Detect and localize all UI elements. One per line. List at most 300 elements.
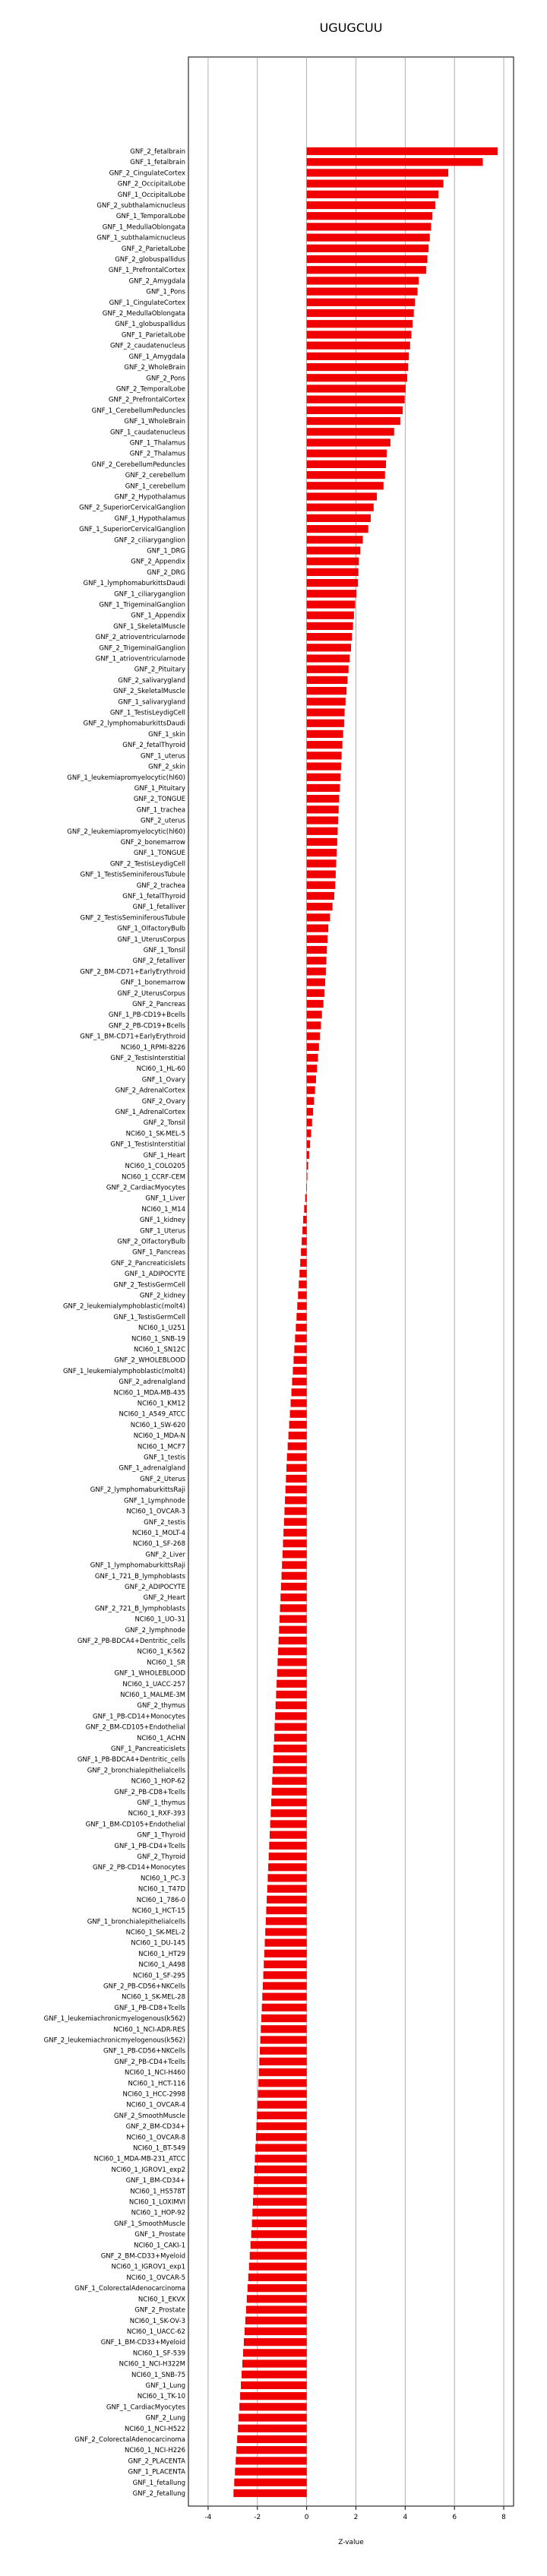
category-label: GNF_2_BM-CD33+Myeloid [100, 2252, 185, 2261]
category-label: GNF_2_PrefrontalCortex [108, 396, 185, 404]
category-label: NCI60_1_OVCAR-5 [126, 2274, 185, 2282]
category-label: NCI60_1_KM12 [137, 1400, 185, 1408]
category-label: NCI60_1_OVCAR-3 [126, 1508, 185, 1516]
bar [272, 1777, 306, 1785]
category-label: NCI60_1_SK-MEL-28 [122, 1993, 185, 2002]
category-label: GNF_1_PLACENTA [128, 2468, 185, 2476]
bar [300, 1259, 306, 1267]
bar [282, 1572, 307, 1580]
bar [307, 331, 412, 338]
category-label: GNF_1_OccipitalLobe [117, 191, 185, 199]
category-label: GNF_1_subthalamicnucleus [96, 234, 185, 242]
bar [280, 1593, 306, 1601]
bar [255, 2155, 307, 2163]
category-label: NCI60_1_SF-539 [132, 2350, 185, 2358]
bar [307, 957, 327, 964]
bar [307, 245, 429, 252]
category-label: GNF_1_bronchialepithelialcells [87, 1918, 185, 1926]
bar [307, 870, 336, 878]
category-label: NCI60_1_ACHN [137, 1734, 185, 1742]
category-label: GNF_2_Lung [145, 2414, 185, 2423]
bar [307, 741, 343, 748]
category-label: GNF_2_bonemarrow [120, 838, 185, 847]
x-tick-label: 8 [501, 2514, 506, 2521]
category-label: GNF_1_ColorectalAdenocarcinoma [74, 2285, 185, 2293]
category-label: NCI60_1_HOP-62 [131, 1777, 185, 1786]
bar [307, 590, 356, 597]
bar [258, 2090, 306, 2097]
category-label: GNF_1_kidney [139, 1217, 185, 1225]
category-label: GNF_2_subthalamicnucleus [96, 202, 185, 210]
category-label: GNF_1_PrefrontalCortex [108, 267, 185, 275]
category-label: GNF_1_Hypothalamus [114, 514, 185, 523]
bar [242, 2359, 307, 2367]
bar [307, 201, 435, 209]
bar [307, 978, 325, 986]
bar [280, 1604, 307, 1612]
category-label: GNF_1_lymphomaburkittsRaji [90, 1562, 185, 1570]
bar [277, 1658, 306, 1666]
category-label: GNF_2_PB-CD8+Tcells [114, 1788, 185, 1796]
bar [307, 967, 326, 975]
bar [307, 255, 428, 263]
bar [245, 2317, 307, 2324]
bar [274, 1723, 306, 1730]
category-label: GNF_1_PB-CD14+Monocytes [92, 1713, 185, 1721]
category-label: NCI60_1_HOP-92 [131, 2209, 185, 2217]
bar [247, 2295, 307, 2302]
bar [307, 342, 410, 350]
category-label: GNF_2_TONGUE [133, 796, 185, 804]
category-label: GNF_2_kidney [139, 1292, 185, 1300]
category-label: GNF_2_Pancreas [132, 1001, 185, 1009]
category-label: GNF_1_Pancreas [132, 1248, 185, 1257]
bar [307, 353, 409, 360]
bar [307, 471, 385, 479]
bar [284, 1518, 307, 1526]
bar [307, 795, 340, 802]
bar [307, 892, 334, 900]
bar [241, 2381, 307, 2389]
category-label: NCI60_1_RPMI-8226 [120, 1043, 185, 1052]
bar [252, 2209, 306, 2217]
bar [307, 859, 337, 867]
bar [237, 2435, 306, 2443]
category-label: GNF_2_BM-CD105+Endothelial [85, 1723, 185, 1732]
category-label: GNF_1_Amygdala [128, 353, 185, 361]
bar [307, 1108, 313, 1116]
bar [287, 1453, 307, 1460]
bar [254, 2176, 306, 2184]
category-label: NCI60_1_HS578T [130, 2188, 185, 2196]
bar [307, 147, 498, 155]
bar [272, 1788, 307, 1796]
category-label: GNF_2_fetalThyroid [122, 742, 185, 750]
bar [265, 1928, 306, 1935]
category-label: NCI60_1_SN12C [133, 1346, 185, 1354]
category-label: NCI60_1_SW-620 [130, 1421, 185, 1429]
category-label: GNF_2_BM-CD34+ [125, 2123, 185, 2131]
category-label: GNF_1_SmoothMuscle [114, 2220, 185, 2228]
bar [259, 2058, 306, 2065]
bar [307, 600, 356, 608]
category-label: GNF_1_skin [148, 730, 185, 739]
bar [307, 708, 345, 716]
category-label: NCI60_1_COLO205 [125, 1163, 185, 1171]
category-label: GNF_2_SuperiorCervicalGanglion [79, 504, 185, 512]
bar [249, 2263, 307, 2271]
bar [307, 363, 409, 371]
category-label: GNF_1_fetallung [132, 2479, 185, 2487]
bar [291, 1399, 307, 1407]
category-label: GNF_1_fetalliver [132, 903, 185, 912]
category-label: GNF_2_lymphomaburkittsDaudi [83, 720, 185, 728]
bar [307, 1000, 324, 1008]
bar [266, 1917, 307, 1925]
bar [269, 1853, 307, 1860]
bar [307, 385, 406, 392]
bar [245, 2328, 307, 2335]
category-label: NCI60_1_OVCAR-8 [126, 2134, 185, 2142]
category-label: GNF_2_PLACENTA [128, 2457, 185, 2466]
bar [307, 417, 400, 425]
bar [255, 2166, 307, 2173]
bar [304, 1205, 306, 1213]
category-label: GNF_2_PB-CD19+Bcells [108, 1022, 185, 1030]
bar [277, 1669, 307, 1676]
bar [273, 1766, 307, 1774]
bar [307, 277, 419, 284]
bar [274, 1755, 307, 1763]
bar [307, 687, 347, 695]
bar [307, 212, 432, 220]
category-label: NCI60_1_SR [147, 1659, 185, 1667]
category-label: GNF_1_leukemiachronicmyelogenous(k562) [43, 2015, 185, 2024]
category-label: GNF_1_testis [144, 1454, 185, 1462]
category-label: GNF_2_skin [148, 763, 185, 771]
category-label: GNF_2_DRG [147, 568, 185, 577]
category-label: GNF_2_ColorectalAdenocarcinoma [74, 2435, 185, 2444]
bar [289, 1421, 307, 1429]
category-label: GNF_1_WHOLEBLOOD [114, 1669, 185, 1678]
bar [239, 2403, 307, 2410]
bar [307, 1141, 311, 1148]
category-label: GNF_2_TestisLeydigCell [109, 860, 185, 869]
category-label: GNF_2_Heart [143, 1594, 185, 1603]
category-label: GNF_2_Ovary [141, 1097, 185, 1106]
bar [307, 450, 387, 457]
bar [285, 1496, 307, 1504]
category-label: GNF_2_ciliaryganglion [114, 536, 185, 545]
bar [296, 1324, 306, 1331]
category-label: GNF_2_SmoothMuscle [114, 2112, 185, 2120]
category-label: NCI60_1_HCT-15 [131, 1907, 185, 1916]
bar [256, 2122, 306, 2130]
category-label: NCI60_1_MDA-MB-231_ATCC [93, 2155, 185, 2163]
category-label: NCI60_1_K-562 [137, 1648, 185, 1657]
bar [307, 579, 358, 587]
bar [264, 1950, 307, 1957]
category-label: NCI60_1_HT29 [138, 1950, 185, 1958]
category-label: GNF_1_TemporalLobe [115, 213, 185, 221]
bar [307, 482, 384, 489]
category-label: GNF_1_TONGUE [133, 850, 185, 858]
bar [274, 1734, 307, 1742]
bar [244, 2338, 307, 2346]
category-label: NCI60_1_HL-60 [136, 1065, 185, 1074]
x-axis-label: Z-value [338, 2539, 364, 2546]
category-label: GNF_1_CardiacMyocytes [106, 2404, 185, 2412]
category-label: GNF_1_PB-CD56+NKCells [103, 2047, 185, 2055]
category-label: GNF_1_OlfactoryBulb [117, 925, 185, 933]
category-label: GNF_2_Thalamus [129, 450, 185, 458]
bar [302, 1237, 306, 1245]
category-label: NCI60_1_HCC-2998 [122, 2090, 185, 2099]
category-label: NCI60_1_SF-295 [132, 1972, 185, 1980]
category-label: GNF_1_WholeBrain [124, 418, 185, 426]
category-label: GNF_2_caudatenucleus [109, 342, 185, 350]
category-label: NCI60_1_SF-268 [132, 1540, 185, 1549]
category-label: GNF_1_trachea [136, 806, 185, 815]
category-label: GNF_2_thymus [137, 1702, 185, 1710]
category-label: GNF_2_atrioventricularnode [95, 634, 185, 642]
category-label: GNF_1_Tonsil [143, 947, 185, 955]
bar [307, 816, 339, 824]
category-label: GNF_1_leukemiapromyelocytic(hl60) [67, 774, 185, 782]
bar [307, 1129, 311, 1137]
bar [293, 1356, 306, 1364]
bar [262, 2004, 307, 2011]
bar [261, 2025, 306, 2033]
category-label: GNF_1_uterus [140, 752, 185, 761]
category-label: GNF_2_Pancreaticislets [110, 1259, 185, 1267]
category-label: NCI60_1_NCI-H322M [119, 2360, 185, 2369]
bar [307, 1065, 318, 1072]
bar [278, 1647, 307, 1655]
bar [255, 2144, 306, 2151]
category-label: GNF_2_Thyroid [137, 1853, 185, 1862]
category-label: GNF_2_trachea [136, 881, 185, 890]
category-label: GNF_1_fetalThyroid [122, 892, 185, 900]
category-label: NCI60_1_UACC-257 [122, 1680, 185, 1688]
bar [259, 2068, 307, 2076]
category-label: GNF_1_TestisInterstitial [110, 1141, 185, 1149]
bar [307, 179, 444, 187]
bar [265, 1939, 307, 1947]
bar [286, 1475, 306, 1483]
category-label: GNF_1_fetalbrain [130, 159, 185, 167]
bar [307, 1033, 321, 1040]
category-label: GNF_1_ParietalLobe [121, 331, 185, 340]
bar [307, 698, 346, 705]
bar [301, 1248, 306, 1256]
category-label: GNF_2_UterusCorpus [117, 989, 185, 998]
bar [274, 1745, 306, 1752]
bar [307, 1021, 321, 1029]
category-label: GNF_2_TestisInterstitial [110, 1055, 185, 1063]
bar [307, 838, 337, 846]
category-label: GNF_2_SkeletalMuscle [113, 688, 185, 696]
bar [264, 1971, 307, 1979]
category-label: GNF_2_PB-CD4+Tcells [114, 2058, 185, 2066]
bar [307, 320, 413, 328]
category-label: NCI60_1_IGROV1_exp2 [111, 2166, 185, 2174]
bar [307, 881, 336, 889]
category-label: GNF_2_PB-CD14+Monocytes [92, 1864, 185, 1872]
bar [307, 849, 337, 856]
category-label: NCI60_1_NCI-ADR-RES [113, 2026, 185, 2034]
category-label: NCI60_1_CAKI-1 [134, 2242, 185, 2250]
bar [271, 1799, 307, 1806]
bar [307, 828, 338, 835]
bar [307, 504, 374, 511]
category-label: GNF_2_721_B_lymphoblasts [94, 1605, 185, 1613]
bar [263, 1982, 307, 1989]
bar [302, 1226, 307, 1234]
category-label: GNF_1_CerebellumPeduncles [91, 407, 185, 415]
category-label: GNF_2_ParietalLobe [121, 245, 185, 253]
category-label: GNF_2_MedullaOblongata [102, 310, 185, 318]
bar [298, 1291, 306, 1299]
category-label: NCI60_1_IGROV1_exp1 [111, 2263, 185, 2271]
bar [307, 644, 351, 651]
bar [286, 1486, 307, 1493]
category-label: GNF_2_testis [144, 1518, 185, 1527]
bar [270, 1831, 307, 1839]
category-label: NCI60_1_DU-145 [131, 1939, 185, 1948]
bar [307, 374, 407, 381]
category-label: GNF_1_TestisSeminiferousTubule [80, 871, 185, 879]
bar [270, 1809, 306, 1817]
category-labels [44, 148, 186, 2498]
bar [279, 1637, 307, 1644]
bar [283, 1540, 307, 1547]
bar [254, 2187, 307, 2195]
bar [292, 1388, 307, 1396]
bar [307, 568, 359, 576]
category-label: GNF_1_Lymphnode [123, 1497, 185, 1505]
category-label: GNF_1_Thalamus [129, 439, 185, 448]
bar [252, 2220, 307, 2227]
category-label: GNF_1_globuspallidus [115, 321, 185, 329]
category-label: GNF_1_caudatenucleus [109, 429, 185, 437]
category-label: GNF_1_salivarygland [118, 698, 185, 707]
bar [299, 1270, 306, 1277]
category-label: NCI60_1_MDA-MB-435 [113, 1389, 185, 1397]
category-label: GNF_2_bronchialepithelialcells [87, 1767, 185, 1775]
category-label: NCI60_1_A498 [138, 1961, 185, 1970]
category-label: GNF_1_Liver [145, 1195, 185, 1203]
bar [307, 1075, 316, 1083]
bar [279, 1626, 306, 1634]
bar [267, 1896, 307, 1904]
x-axis-ticks [204, 2506, 506, 2521]
bar [268, 1863, 307, 1871]
category-label: GNF_1_leukemialymphoblastic(molt4) [62, 1367, 185, 1375]
category-label: GNF_2_TrigeminalGanglion [99, 644, 185, 653]
bar [307, 1043, 319, 1051]
category-label: GNF_2_fetalliver [132, 957, 185, 966]
category-label: NCI60_1_A549_ATCC [119, 1410, 185, 1419]
category-label: NCI60_1_HCT-116 [128, 2080, 185, 2088]
bar [289, 1432, 307, 1439]
bar [233, 2489, 306, 2497]
bar [307, 633, 353, 641]
bar [307, 654, 350, 662]
category-label: GNF_2_Pons [146, 375, 185, 383]
category-label: GNF_2_lymphnode [125, 1626, 185, 1635]
category-label: GNF_2_uterus [140, 817, 185, 825]
bar [307, 1172, 308, 1180]
category-label: GNF_2_PB-BDCA4+Dentritic_cells [77, 1637, 185, 1645]
bar [276, 1701, 307, 1709]
category-label: GNF_1_Ovary [141, 1076, 185, 1084]
category-label: NCI60_1_SK-OV-3 [129, 2317, 185, 2325]
category-label: GNF_2_lymphomaburkittsRaji [90, 1486, 185, 1495]
category-label: GNF_1_ADIPOCYTE [125, 1271, 185, 1279]
bar [277, 1680, 307, 1688]
category-label: GNF_2_TestisGermCell [113, 1281, 185, 1290]
bar [267, 1874, 306, 1881]
bar [307, 266, 426, 274]
category-label: NCI60_1_MCF7 [137, 1443, 185, 1451]
bar [307, 784, 340, 792]
bar [282, 1561, 306, 1568]
bar [246, 2305, 307, 2313]
bar [307, 774, 341, 781]
bar [307, 913, 330, 921]
bar [284, 1507, 306, 1514]
bar [276, 1691, 306, 1698]
category-label: GNF_1_Pons [146, 288, 185, 296]
bar [307, 460, 386, 468]
category-label: GNF_2_fetallung [132, 2490, 185, 2498]
bar [270, 1820, 307, 1828]
bar [243, 2349, 307, 2356]
category-label: GNF_2_Liver [145, 1551, 185, 1559]
category-label: GNF_2_WHOLEBLOOD [114, 1356, 185, 1365]
category-label: GNF_2_Amygdala [128, 277, 185, 286]
bar [262, 1993, 306, 2001]
category-label: NCI60_1_NCI-H460 [124, 2069, 185, 2078]
category-label: GNF_2_OlfactoryBulb [117, 1238, 185, 1246]
bar [248, 2274, 307, 2281]
bar [307, 903, 333, 910]
bar [253, 2198, 307, 2205]
bar [307, 1087, 315, 1094]
category-label: NCI60_1_MOLT-4 [131, 1529, 185, 1537]
bar [256, 2133, 307, 2141]
bar [307, 762, 341, 770]
bar [307, 676, 348, 684]
category-label: GNF_1_721_B_lymphoblasts [94, 1572, 185, 1581]
bar [307, 612, 354, 619]
bar [307, 525, 368, 533]
x-tick-label: -4 [204, 2514, 212, 2521]
category-label: GNF_1_BM-CD105+Endothelial [85, 1821, 185, 1829]
bar [307, 158, 483, 166]
bar [292, 1378, 307, 1385]
category-label: GNF_1_Prostate [134, 2231, 185, 2239]
category-label: GNF_1_UterusCorpus [117, 935, 185, 944]
bar [307, 935, 328, 943]
bar [294, 1345, 306, 1353]
bar [307, 288, 418, 296]
bar [286, 1464, 307, 1472]
bar [307, 169, 448, 176]
bar [258, 2079, 307, 2087]
bar [307, 428, 394, 435]
